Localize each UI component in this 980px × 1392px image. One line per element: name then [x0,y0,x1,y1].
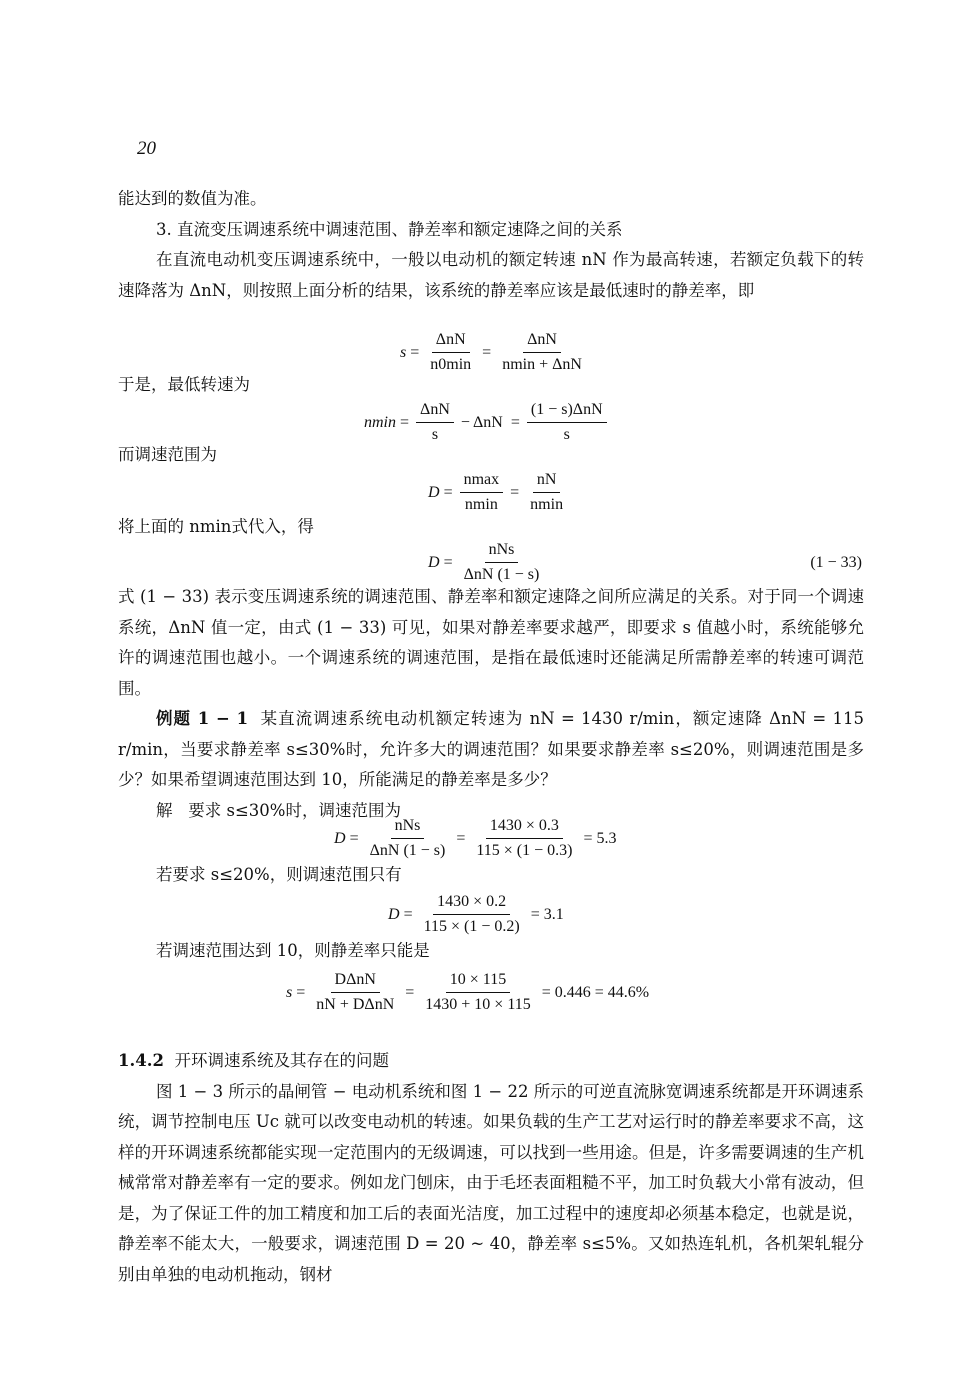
eq7-result: 0.446 = 44.6% [554,983,650,1001]
text-block-6 [118,860,864,891]
eq4-num: nNs [485,540,519,563]
eq6-result: 3.1 [543,905,564,923]
text-block-top [118,184,864,306]
section-number: 1.4.2 [118,1051,164,1070]
eq5-f2-den: 115 × (1 − 0.3) [476,842,573,859]
eq2-mid: − ΔnN [460,413,503,431]
solution-text: 要求 s≤30%时，调速范围为 [188,800,401,820]
eq5-result: 5.3 [596,829,617,847]
eq3-f2-num: nN [533,470,561,493]
text-block-7 [118,936,864,967]
example-text: 某直流调速系统电动机额定转速为 nN = 1430 r/min，额定速降 ΔnN = 115 r/min，当要求静差率 s≤30%时，允许多大的调速范围？如果要求静差率 s≤20%，则调速范围是多少？如果希望调速范围达到 10，所能满足的静差率是多少？ [118,709,864,789]
eq1-f2-num: ΔnN [523,330,561,353]
paragraph-3: 而调速范围为 [118,445,217,464]
paragraph-7: 若调速范围达到 10，则静差率只能是 [156,941,430,960]
example-1-1 [118,704,864,796]
eq1-f1-num: ΔnN [432,330,470,353]
paragraph-4: 将上面的 nmin式代入，得 [118,517,314,536]
eq7-f1-num: DΔnN [331,970,380,993]
paragraph-2: 于是，最低转速为 [118,375,250,394]
equation-5: D = $\frac{\text{nNs}}{\text{ΔnN (1 − s)}}$ = $\frac{1430 \times 0.3}{115 \times (1 - 0.3)}$ = 5.3 [334,817,617,859]
eq2-f1-num: ΔnN [416,400,454,423]
eq2-lhs: nmin [364,413,396,431]
eq2-f2-num: (1 − s)ΔnN [527,400,607,423]
paragraph-8: 图 1 − 3 所示的晶闸管 − 电动机系统和图 1 − 22 所示的可逆直流脉宽调速系统都是开环调速系统，调节控制电压 Uc 就可以改变电动机的转速。如果负载的生产工艺对运行时的静差率要求不高，这样的开环调速系统都能实现一定范围内的无级调速，可以找到一些用途。但是，许多需要调速的生产机械常常对静差率有一定的要求。例如龙门刨床，由于毛坯表面粗糙不平，加工时负载大小常有波动，但是，为了保证工件的加工精度和加工后的表面光洁度，加工过程中的速度却必须基本稳定，也就是说，静差率不能太大，一般要求，调速范围 D = 20 ~ 40，静差率 s≤5%。又如热连轧机，各机架轧辊分别由单独的电动机拖动，钢材 [118,1081,864,1284]
eq5-f2-num: 1430 × 0.3 [486,816,563,839]
eq3-lhs: D [428,483,440,501]
carryover-line: 能达到的数值为准。 [118,189,267,208]
eq7-f2-den: 1430 + 10 × 115 [425,996,531,1013]
section-3-title: 3. 直流变压调速系统中调速范围、静差率和额定速降之间的关系 [156,219,623,239]
section-1-4-2-heading [118,1046,864,1077]
eq6-num: 1430 × 0.2 [433,892,510,915]
eq6-den: 115 × (1 − 0.2) [423,918,520,935]
eq6-lhs: D [388,905,400,923]
paragraph-5: 式 (1 − 33) 表示变压调速系统的调速范围、静差率和额定速降之间所应满足的关系。对于同一个调速系统，ΔnN 值一定，由式 (1 − 33) 可见，如果对静差率要求越严，即要求 s 值越小时，系统能够允许的调速范围也越小。一个调速系统的调速范围，是指在最低速时还能满足所需静差率的转速可调范围。 [118,587,864,698]
equation-1: s = $\frac{\text{ΔnN}}{n0\min}$ = $\frac{\text{ΔnN}}{\text{nmin + ΔnN}}$ [118,326,864,382]
equation-4: D = $\frac{\text{nNs}}{\text{ΔnN (1 − s)}}$ (1 − 33) [428,541,862,583]
eq2-f2-den: s [563,426,570,443]
solution-label: 解 [156,800,173,820]
eq1-f1-den: n0min [430,356,472,373]
equation-7: s = $\frac{\text{DΔnN}}{\text{nN + DΔnN}}$ = $\frac{10 \times 115}{1430 + 10 \times 115}$ = 0.446 = 44.6% [286,971,650,1013]
section-title: 开环调速系统及其存在的问题 [174,1051,389,1070]
eq1-f2-den: nmin + ΔnN [502,356,582,373]
eq1-lhs: s [400,343,407,361]
text-block-5 [118,582,864,826]
eq4-den: ΔnN (1 − s) [463,566,540,583]
eq5-lhs: D [334,829,346,847]
paragraph-1: 在直流电动机变压调速系统中，一般以电动机的额定转速 nN 作为最高转速，若额定负载下的转速降落为 ΔnN，则按照上面分析的结果，该系统的静差率应该是最低速时的静差率，即 [118,250,864,300]
eq3-f1-num: nmax [460,470,504,493]
equation-3: D = $\frac{nmax}{nmin}$ = $\frac{nN}{nmin}$ [118,466,864,522]
eq7-f2-num: 10 × 115 [446,970,510,993]
text-block-8 [118,1046,864,1290]
eq7-lhs: s [286,983,293,1001]
eq5-f1-den: ΔnN (1 − s) [369,842,446,859]
page-number: 20 [137,138,156,159]
eq3-f1-den: nmin [464,496,498,513]
example-label: 例题 1 − 1 [156,709,249,728]
equation-number: (1 − 33) [810,554,862,571]
equation-2: nmin = $\frac{\text{ΔnN}}{s}$ − ΔnN = $\frac{\text{(1 − s)ΔnN}}{s}$ [118,396,864,452]
paragraph-6: 若要求 s≤20%，则调速范围只有 [156,865,402,884]
eq3-f2-den: nmin [530,496,564,513]
eq5-f1-num: nNs [391,816,425,839]
eq4-lhs: D [428,553,440,571]
equation-6: D = $\frac{1430 \times 0.2}{115 \times (1 - 0.2)}$ = 3.1 [388,893,564,935]
eq2-f1-den: s [431,426,439,443]
eq7-f1-den: nN + DΔnN [316,996,395,1013]
